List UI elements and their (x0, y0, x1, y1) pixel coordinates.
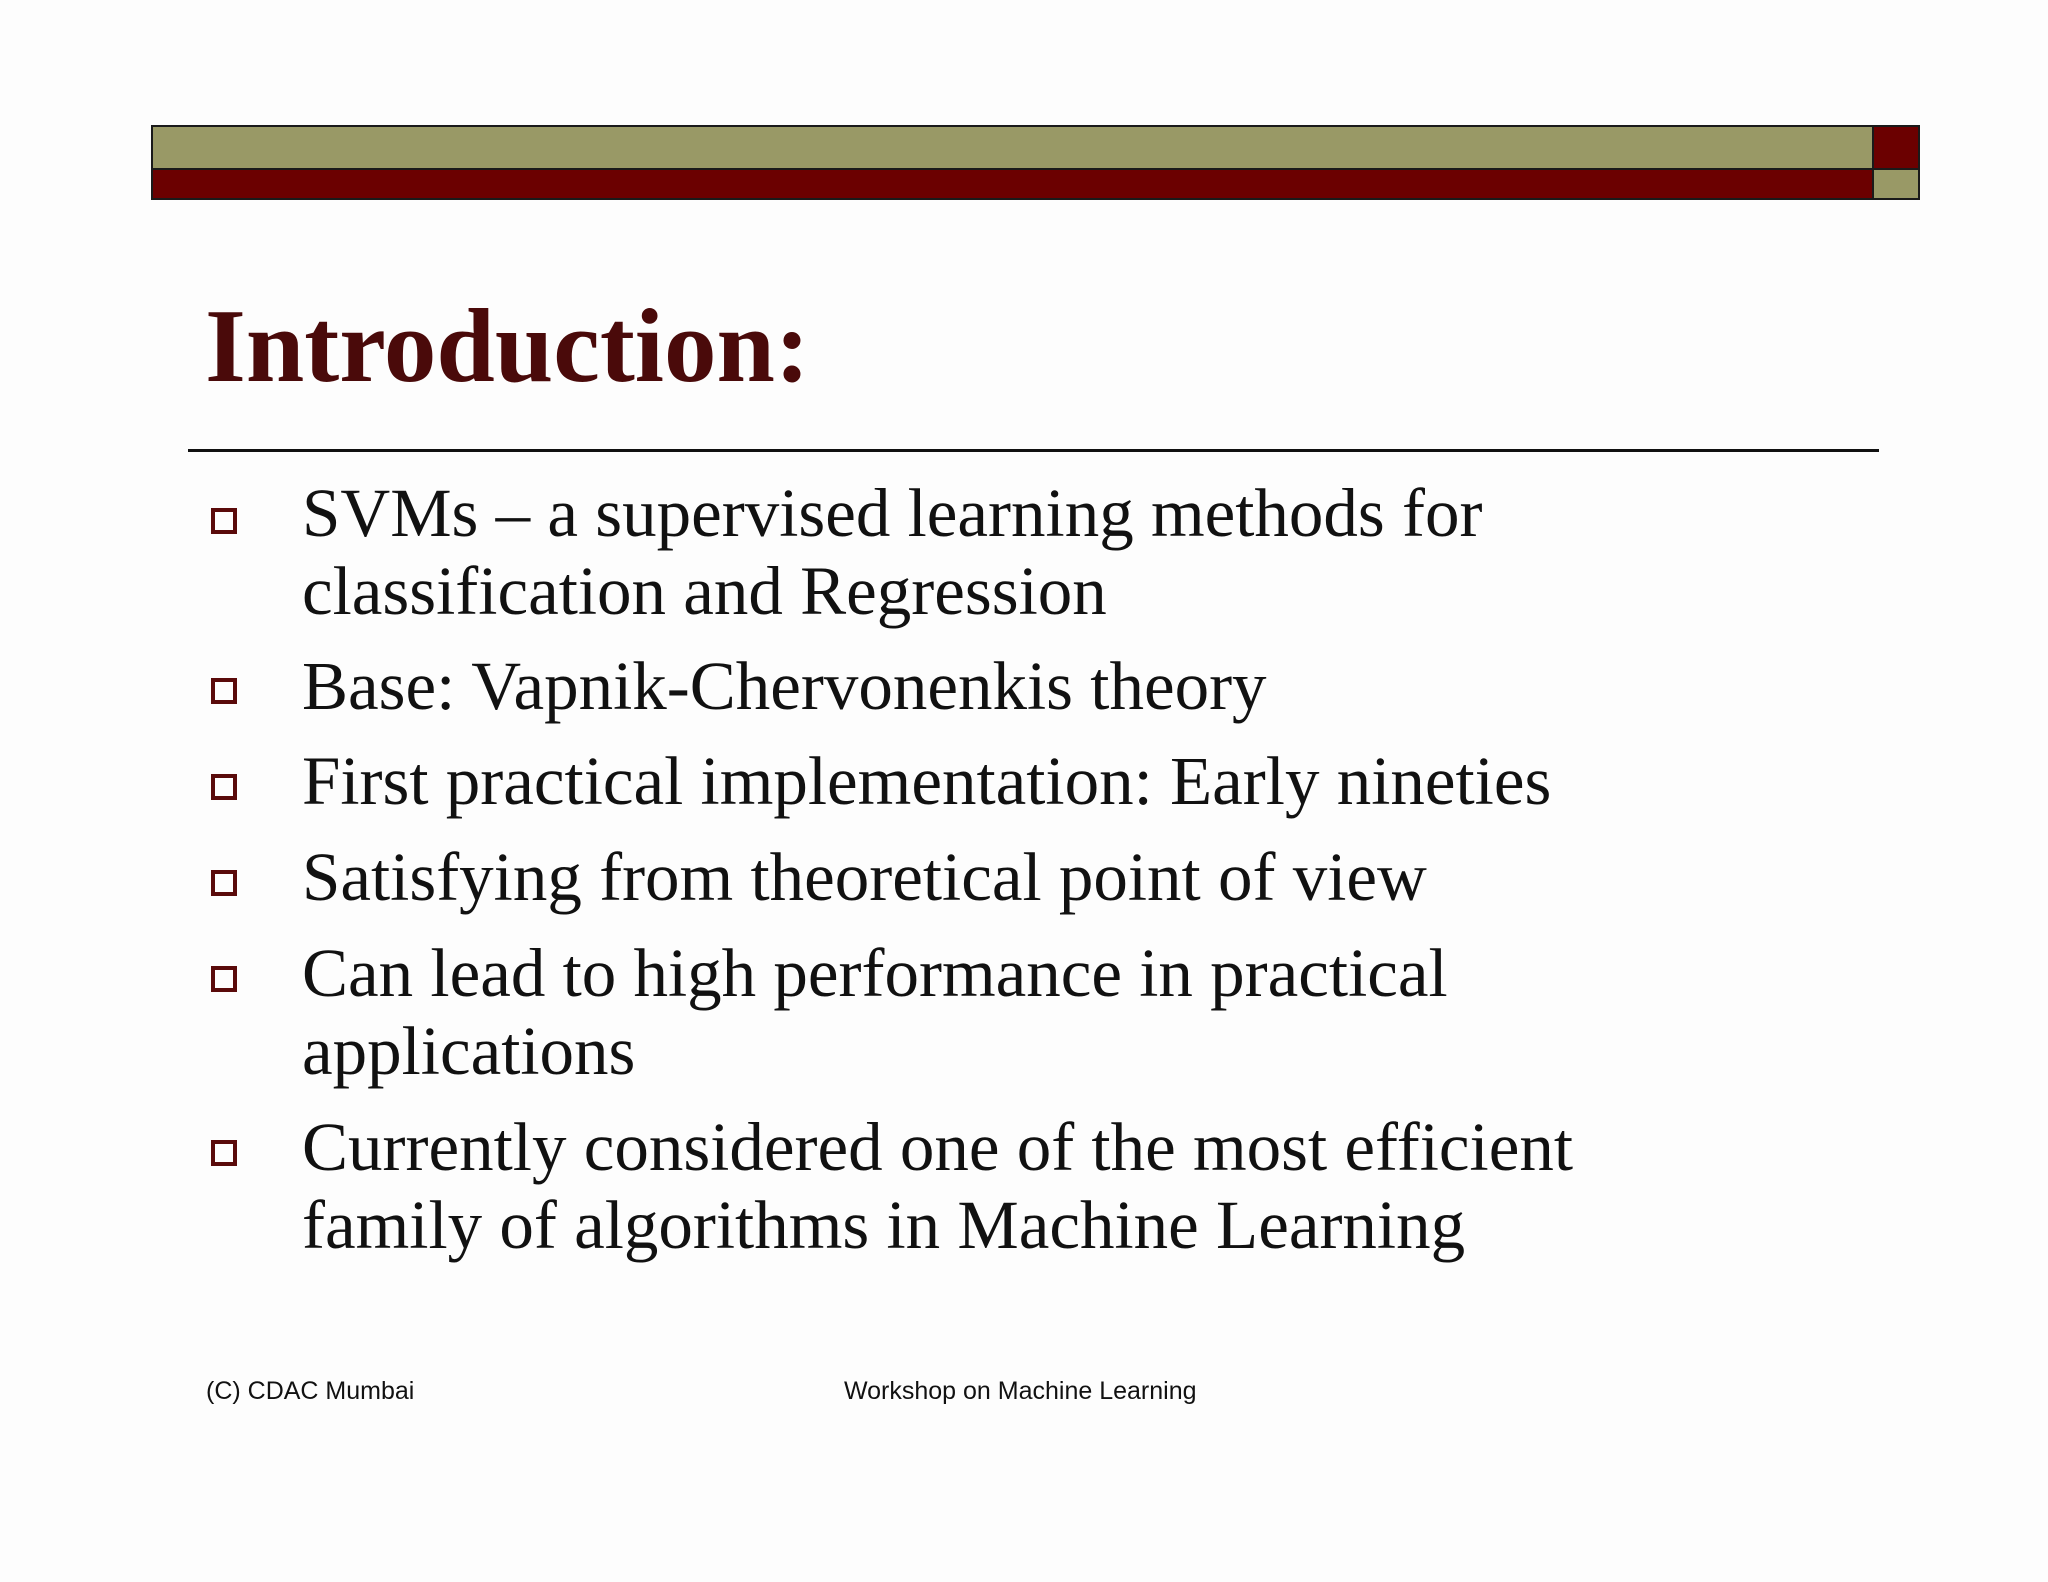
bullet-text-line: Base: Vapnik-Chervonenkis theory (302, 648, 1267, 724)
header-olive-square (1872, 170, 1920, 200)
hollow-square-icon (211, 870, 237, 896)
hollow-square-icon (211, 774, 237, 800)
bullet-text-line: Currently considered one of the most efficient (302, 1109, 1574, 1185)
hollow-square-icon (211, 1140, 237, 1166)
header-maroon-square (1872, 125, 1920, 170)
hollow-square-icon (211, 678, 237, 704)
footer-workshop-title: Workshop on Machine Learning (844, 1377, 1197, 1405)
hollow-square-icon (211, 966, 237, 992)
bullet-text-line: family of algorithms in Machine Learning (302, 1187, 1466, 1263)
bullet-text-line: First practical implementation: Early nineties (302, 743, 1552, 819)
bullet-text-line: Can lead to high performance in practical (302, 935, 1448, 1011)
bullet-text-line: SVMs – a supervised learning methods for (302, 475, 1483, 551)
header-maroon-bar (151, 170, 1874, 200)
hollow-square-icon (211, 508, 237, 534)
title-divider (188, 449, 1879, 452)
bullet-text-line: Satisfying from theoretical point of view (302, 839, 1427, 915)
slide-title: Introduction: (205, 287, 810, 404)
bullet-text-line: applications (302, 1013, 636, 1089)
footer-copyright: (C) CDAC Mumbai (206, 1377, 415, 1405)
header-olive-bar (151, 125, 1874, 170)
bullet-text-line: classification and Regression (302, 553, 1107, 629)
